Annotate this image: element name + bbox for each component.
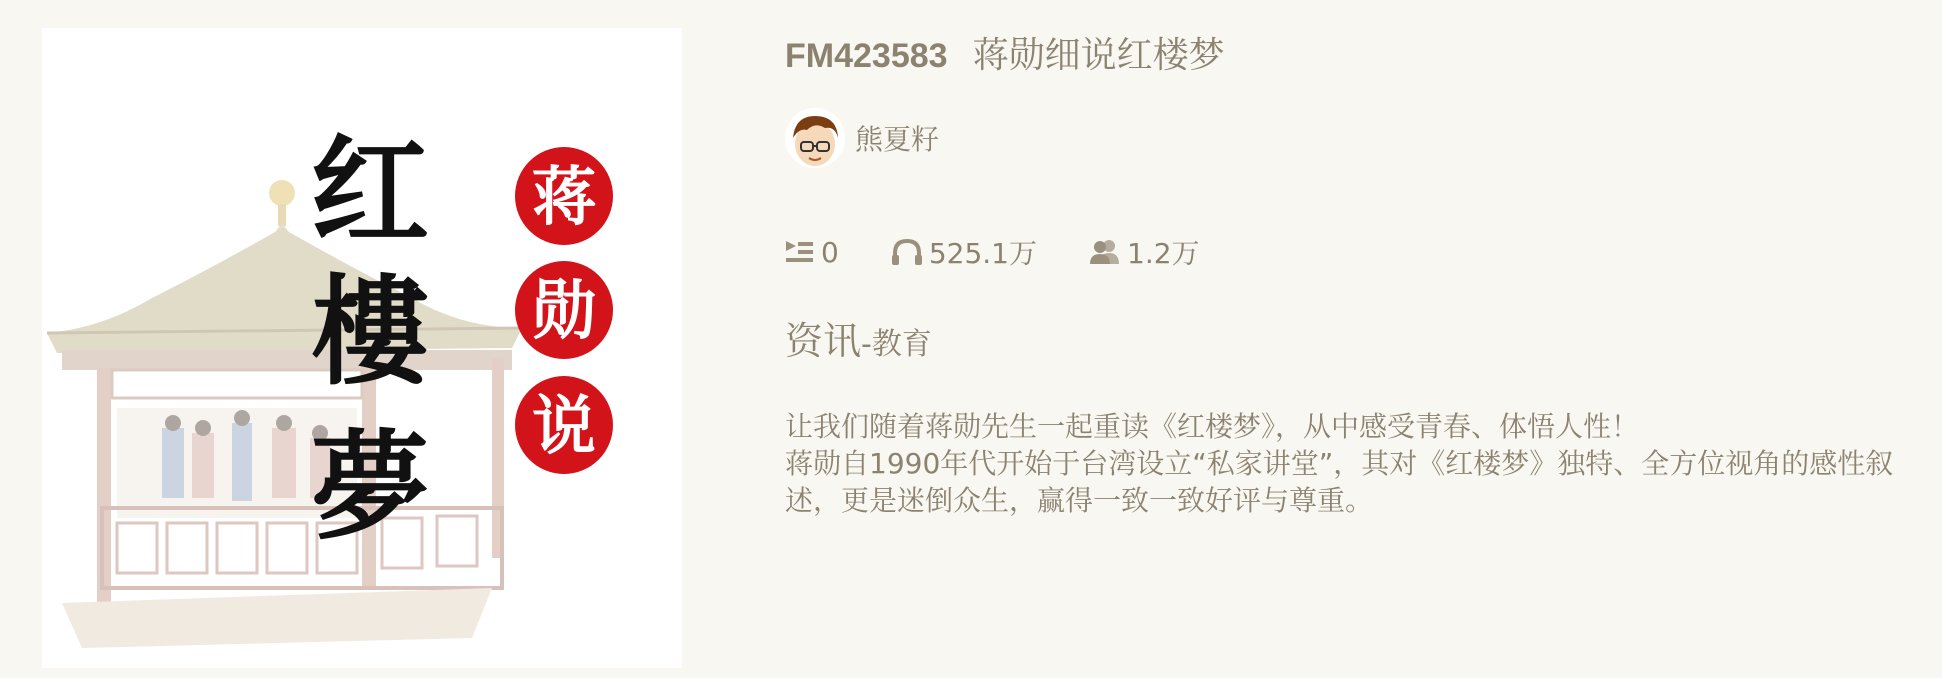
stat-plays <box>891 232 1037 272</box>
program-description <box>785 408 1925 519</box>
description-line-2: 蒋勋自1990年代开始于台湾设立“私家讲堂”，其对《红楼梦》独特、全方位视角的感性叙述，更是迷倒众生，赢得一致一致好评与尊重。 <box>785 447 1894 517</box>
stat-programs-value: 0 <box>821 235 839 269</box>
stat-subscribers-value: 1.2万 <box>1127 237 1200 270</box>
calligraphy-char-1: 红 <box>310 122 430 261</box>
calligraphy-char-2: 樓 <box>310 262 430 401</box>
stat-subscribers <box>1089 232 1200 272</box>
host-avatar[interactable] <box>785 108 845 168</box>
seal-char-1: 蒋 <box>532 160 596 235</box>
program-info <box>785 26 1925 517</box>
stat-programs <box>785 236 839 269</box>
description-line-1: 让我们随着蒋勋先生一起重读《红楼梦》，从中感受青春、体悟人性！ <box>785 410 1640 443</box>
program-stats <box>785 232 1252 272</box>
cover-seals <box>515 147 613 474</box>
playlist-icon <box>785 239 815 265</box>
program-title-row <box>785 26 1925 86</box>
category-separator: - <box>861 327 872 362</box>
seal-char-2: 勋 <box>532 274 596 349</box>
calligraphy-char-3: 夢 <box>310 417 430 556</box>
host-info[interactable] <box>785 106 939 170</box>
seal-char-3: 说 <box>532 389 596 464</box>
category-sub[interactable]: 教育 <box>871 327 932 362</box>
pavilion-illustration <box>47 180 522 648</box>
program-cover-image[interactable] <box>42 28 682 668</box>
program-category[interactable] <box>785 310 932 366</box>
category-main[interactable]: 资讯 <box>785 319 862 363</box>
headphones-icon <box>891 238 923 266</box>
users-icon <box>1089 239 1121 265</box>
host-name[interactable]: 熊夏籽 <box>855 123 940 156</box>
stat-plays-value: 525.1万 <box>928 237 1037 270</box>
cover-calligraphy <box>311 122 431 556</box>
program-id: FM423583 <box>785 37 948 75</box>
program-title: 蒋勋细说红楼梦 <box>972 35 1225 76</box>
